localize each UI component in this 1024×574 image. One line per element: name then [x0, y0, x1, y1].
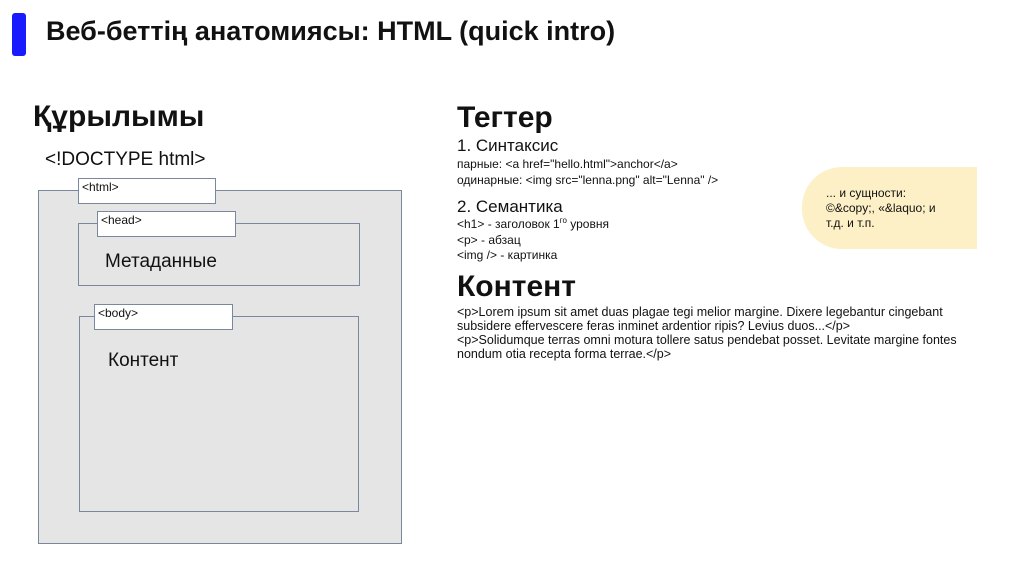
doctype-label: <!DOCTYPE html>	[45, 149, 206, 170]
head-text: Метаданные	[105, 251, 217, 272]
single-tags-line: одинарные: <img src="lenna.png" alt="Lenna" />	[457, 173, 719, 187]
semantics-heading: 2. Семантика	[457, 197, 563, 216]
html-tag-label: <html>	[78, 178, 216, 204]
h1-line-sup: го	[559, 216, 567, 225]
p-line: <p> - абзац	[457, 233, 521, 247]
content-para-1: <p>Lorem ipsum sit amet duas plagae tegi melior margine. Dixere legebantur cingebant subsidere effervescere feras inminet ardentior ripis? Levius duos...</p>	[457, 305, 943, 333]
h1-line-end: уровня	[566, 217, 609, 231]
h1-line-start: <h1> - заголовок 1	[457, 217, 560, 231]
tags-title: Тегтер	[457, 101, 553, 134]
note-line-3: т.д. и т.п.	[826, 216, 875, 230]
note-line-1: ... и сущности:	[826, 186, 907, 200]
paired-tags-line: парные: <a href="hello.html">anchor</a>	[457, 157, 678, 171]
body-text: Контент	[108, 350, 179, 371]
content-paragraphs	[457, 305, 977, 361]
accent-bar	[12, 13, 26, 56]
content-title: Контент	[457, 270, 576, 303]
h1-line	[457, 217, 609, 232]
body-box	[79, 316, 359, 512]
syntax-heading: 1. Синтаксис	[457, 136, 559, 155]
content-para-2: <p>Solidumque terras omni motura tollere satus pendebat posset. Levitate margine fontes nondum otia recepta forma terrae.</p>	[457, 333, 957, 361]
img-line: <img /> - картинка	[457, 248, 558, 262]
entities-note	[802, 167, 977, 249]
structure-title: Құрылымы	[33, 100, 205, 133]
slide-title: Веб-беттің анатомиясы: HTML (quick intro)	[46, 16, 616, 46]
body-tag-label: <body>	[94, 304, 233, 330]
head-tag-label: <head>	[97, 211, 236, 237]
note-line-2: ©&copy;, «&laquo; и	[826, 201, 936, 215]
